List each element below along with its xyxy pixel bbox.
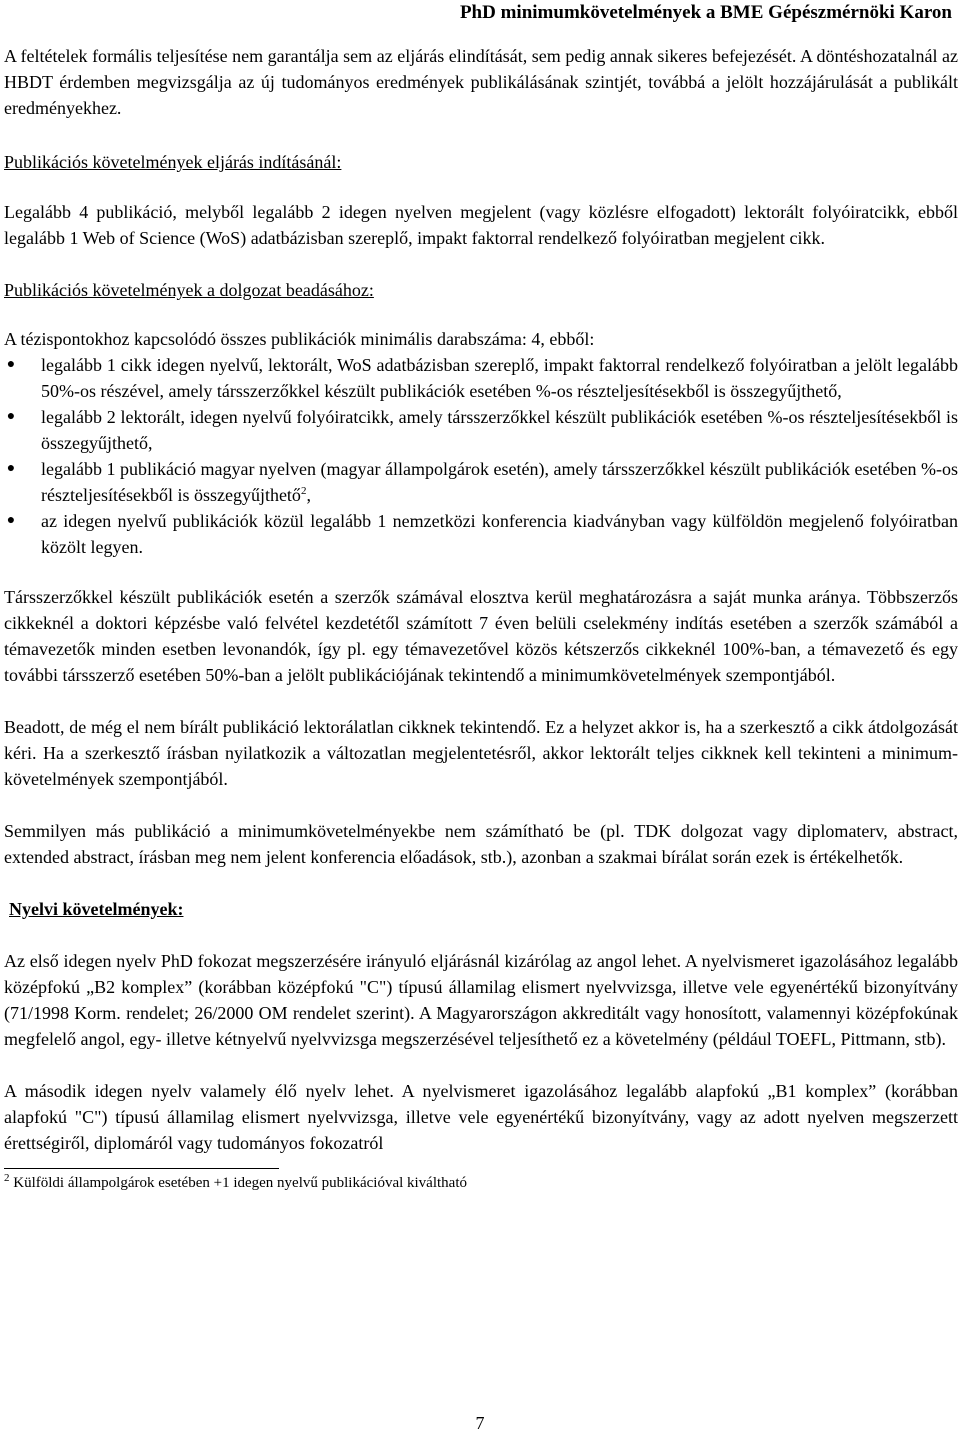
bullet-icon: ●	[6, 357, 16, 372]
bullet-icon: ●	[6, 513, 16, 528]
paragraph-coauthors: Társszerzőkkel készült publikációk esetén a szerzők számával elosztva kerül meghatározásra a saját munka aránya. Többszerzős cikkeknél a doktori képzésbe való felvétel kezdetétől számított 7 éven belüli cselekmény indítás esetében a szerzők számából a témavezetők minden esetben levonandók, így pl. egy témavezetővel közös kétszerzős cikkeknél 100%-ban, a témavezető és egy további társszerző esetében 50%-ban a jelölt publikációjának tekintendő a minimumkövetelmények szempontjából.	[4, 587, 958, 685]
document-page	[4, 0, 958, 1193]
list-item	[4, 352, 958, 404]
page-number: 7	[475, 1413, 485, 1433]
paragraph-publication-start: Legalább 4 publikáció, melyből legalább 2 idegen nyelven megjelent (vagy közlésre elfogadott) lektorált folyóiratcikk, ebből legalább 1 Web of Science (WoS) adatbázisban szereplő, impakt faktorral rendelkező folyóiratban megjelent cikk.	[4, 202, 958, 248]
footnote-text: Külföldi állampolgárok esetében +1 idegen nyelvű publikációval kiváltható	[13, 1175, 467, 1191]
bullet-icon: ●	[6, 461, 16, 476]
heading-publication-start: Publikációs követelmények eljárás indításánál:	[4, 152, 342, 172]
list-item	[4, 404, 958, 456]
paragraph-submitted-papers: Beadott, de még el nem bírált publikáció lektorálatlan cikknek tekintendő. Ez a helyzet akkor is, ha a szerkesztő a cikk átdolgozását kéri. Ha a szerkesztő írásban nyilatkozik a változatlan megjelentetésről, akkor lektorált teljes cikknek kell tekinteni a minimum-követelmények szempontjából.	[4, 717, 958, 789]
list-item-text: legalább 1 publikáció magyar nyelven (magyar állampolgárok esetén), amely társszerzőkkel készült publikációk esetében %-os részteljesítésekből is összegyűjthető	[41, 459, 958, 505]
list-item	[4, 508, 958, 560]
list-item-suffix: ,	[306, 485, 311, 505]
paragraph-second-language: A második idegen nyelv valamely élő nyelv lehet. A nyelvismeret igazolásához legalább alapfokú „B1 komplex” (korábban alapfokú "C") típusú államilag elismert nyelvvizsga, illetve vele egyenértékű bizonyítvány, vagy az adott nyelven megszerzett érettségiről, diplomáról vagy tudományos fokozatról	[4, 1081, 958, 1153]
footnote-number: 2	[4, 1172, 10, 1184]
page-header: PhD minimumkövetelmények a BME Gépészmérnöki Karon	[459, 2, 952, 23]
list-item-text: legalább 2 lektorált, idegen nyelvű folyóiratcikk, amely társszerzőkkel készült publikációk esetében %-os részteljesítésekből is összegyűjthető,	[41, 407, 958, 453]
footnote	[4, 1173, 958, 1193]
paragraph-excluded-publications: Semmilyen más publikáció a minimumkövetelményekbe nem számítható be (pl. TDK dolgozat vagy diplomaterv, abstract, extended abstract, írásban meg nem jelent konferencia előadások, stb.), azonban a szakmai bírálat során ezek is értékelhetők.	[4, 821, 958, 867]
intro-paragraph: A feltételek formális teljesítése nem garantálja sem az eljárás elindítását, sem pedig annak sikeres befejezését. A döntéshozatalnál az HBDT érdemben megvizsgálja az új tudományos eredmények publikálásának szintjét, továbbá a jelölt hozzájárulását a publikált eredményekhez.	[4, 46, 958, 118]
list-item-text: az idegen nyelvű publikációk közül legalább 1 nemzetközi konferencia kiadványban vagy külföldön megjelenő folyóiratban közölt legyen.	[41, 511, 958, 557]
heading-publication-submission: Publikációs követelmények a dolgozat beadásához:	[4, 280, 374, 300]
footnote-reference: 2	[300, 485, 307, 497]
bullet-icon: ●	[6, 409, 16, 424]
heading-language-requirements: Nyelvi követelmények:	[9, 899, 184, 919]
paragraph-first-language: Az első idegen nyelv PhD fokozat megszerzésére irányuló eljárásnál kizárólag az angol lehet. A nyelvismeret igazolásához legalább középfokú „B2 komplex” (korábban középfokú "C") típusú államilag elismert nyelvvizsga, illetve vele egyenértékű bizonyítvány (71/1998 Korm. rendelet; 26/2000 OM rendelet szerint). A Magyarországon akkreditált vagy honosított, valamennyi középfokúnak megfelelő angol, egy- illetve kétnyelvű nyelvvizsga megszerzésével teljesíthető ez a követelmény (például TOEFL, Pittmann, stb).	[4, 951, 958, 1049]
list-item	[4, 456, 958, 508]
paragraph-submission-intro: A tézispontokhoz kapcsolódó összes publikációk minimális darabszáma: 4, ebből:	[4, 329, 595, 349]
list-item-text: legalább 1 cikk idegen nyelvű, lektorált, WoS adatbázisban szereplő, impakt faktorral rendelkező folyóiratban a jelölt legalább 50%-os részével, amely társszerzőkkel készült publikációk esetében %-os részteljesítésekből is összegyűjthető,	[41, 355, 958, 401]
requirements-list	[4, 352, 958, 560]
